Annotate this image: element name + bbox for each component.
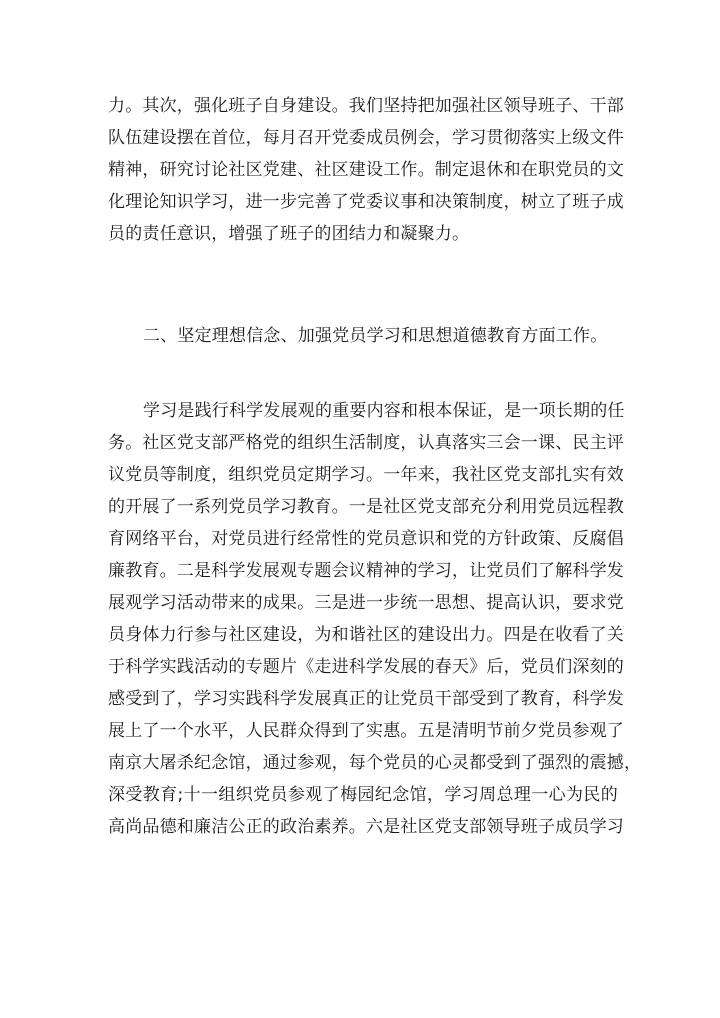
text-line: 育网络平台，对党员进行经常性的党员意识和党的方针政策、反腐倡 xyxy=(108,529,624,549)
text-line: 于科学实践活动的专题片《走进科学发展的春天》后，党员们深刻的 xyxy=(108,657,624,677)
text-line: 务。社区党支部严格党的组织生活制度，认真落实三会一课、民主评 xyxy=(108,433,624,453)
text-line: 深受教育;十一组织党员参观了梅园纪念馆，学习周总理一心为民的 xyxy=(108,785,618,805)
paragraph-study-education xyxy=(108,395,642,843)
text-line: 精神，研究讨论社区党建、社区建设工作。制定退休和在职党员的文 xyxy=(108,160,624,180)
text-line: 员的责任意识，增强了班子的团结力和凝聚力。 xyxy=(108,224,470,244)
paragraph-party-building xyxy=(108,90,624,250)
section-heading xyxy=(108,320,618,352)
text-line: 力。其次，强化班子自身建设。我们坚持把加强社区领导班子、干部 xyxy=(108,96,624,116)
text-line: 高尚品德和廉洁公正的政治素养。六是社区党支部领导班子成员学习 xyxy=(108,817,624,837)
text-line: 员身体力行参与社区建设，为和谐社区的建设出力。四是在收看了关 xyxy=(108,625,624,645)
text-line: 队伍建设摆在首位，每月召开党委成员例会，学习贯彻落实上级文件 xyxy=(108,128,624,148)
text-line: 南京大屠杀纪念馆，通过参观，每个党员的心灵都受到了强烈的震撼， xyxy=(108,753,642,773)
text-line: 感受到了，学习实践科学发展真正的让党员干部受到了教育，科学发 xyxy=(108,689,624,709)
text-line: 展观学习活动带来的成果。三是进一步统一思想、提高认识，要求党 xyxy=(108,593,624,613)
text-line: 学习是践行科学发展观的重要内容和根本保证，是一项长期的任 xyxy=(143,401,625,421)
text-line: 的开展了一系列党员学习教育。一是社区党支部充分利用党员远程教 xyxy=(108,497,624,517)
text-line: 廉教育。二是科学发展观专题会议精神的学习，让党员们了解科学发 xyxy=(108,561,624,581)
section-heading-text: 二、坚定理想信念、加强党员学习和思想道德教育方面工作。 xyxy=(143,326,608,346)
text-line: 议党员等制度，组织党员定期学习。一年来，我社区党支部扎实有效 xyxy=(108,465,624,485)
text-line: 展上了一个水平，人民群众得到了实惠。五是清明节前夕党员参观了 xyxy=(108,721,624,741)
text-line: 化理论知识学习，进一步完善了党委议事和决策制度，树立了班子成 xyxy=(108,192,624,212)
